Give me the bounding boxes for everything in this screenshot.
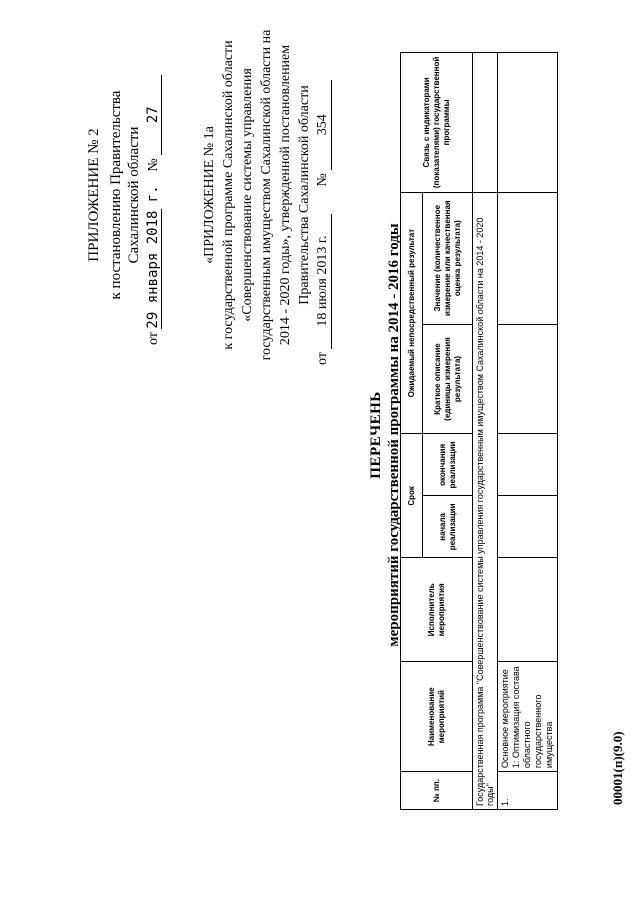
- appendix1a-date-line: [315, 80, 332, 365]
- row1-description: [498, 324, 558, 434]
- header-result-description: Краткое описание (единицы измерения результата): [423, 324, 473, 434]
- appendix2-line1: к постановлению Правительства: [108, 90, 124, 300]
- row1-value: [498, 192, 558, 324]
- header-indicator-link: Связь с индикаторами (показателями) государственной программы: [401, 53, 473, 193]
- header-number: № пп.: [401, 772, 473, 810]
- header-start: начала реализации: [423, 496, 473, 558]
- appendix1a-from-label: от: [315, 352, 330, 365]
- appendix2-line2: Сахалинской области: [126, 126, 142, 264]
- row1-number: 1.: [498, 772, 558, 810]
- appendix2-from-label: от: [146, 332, 161, 345]
- header-result: Ожидаемый непосредственный результат: [401, 192, 423, 434]
- header-executor: Исполнитель мероприятия: [401, 558, 473, 662]
- footer-code: 00001(п)(9.0): [610, 731, 625, 805]
- row1-indicator-link: [498, 53, 558, 193]
- appendix1a-date: 18 июля 2013 г.: [315, 214, 332, 349]
- appendix2-date: 29 января 2018 г.: [145, 185, 161, 329]
- appendix2-title: ПРИЛОЖЕНИЕ № 2: [86, 128, 102, 262]
- appendix2-date-line: [145, 75, 162, 345]
- table-row: [498, 53, 558, 810]
- appendix1a-text: к государственной программе Сахалинской области «Совершенствование системы управления государственным имуществом Сахалинской области на 2014 - 2020 годы», утвержденной постановлением Правительства Сахалинской области: [221, 29, 312, 361]
- row1-executor: [498, 558, 558, 662]
- header-result-value: Значение (количественное измерение или качественная оценка результата): [423, 192, 473, 324]
- document-subtitle: мероприятий государственной программы на 2014 - 2016 годы: [386, 223, 402, 647]
- appendix2-number: 27: [145, 75, 162, 155]
- appendix1a-block: [200, 25, 314, 365]
- appendix2-number-label: №: [146, 158, 161, 172]
- program-row: Государственная программа "Совершенствование системы управления государственным имуществом Сахалинской области на 2014 - 2020 годы": [473, 192, 498, 809]
- appendix1a-title: «ПРИЛОЖЕНИЕ № 1а: [202, 126, 217, 264]
- measures-table: [400, 52, 558, 810]
- header-end: окончания реализации: [423, 434, 473, 496]
- row1-start: [498, 496, 558, 558]
- program-row-empty-cell: [473, 53, 498, 193]
- row1-end: [498, 434, 558, 496]
- document-title: ПЕРЕЧЕНЬ: [368, 391, 384, 479]
- header-name: Наименование мероприятий: [401, 662, 473, 772]
- appendix1a-number: 354: [315, 80, 332, 170]
- header-term: Срок: [401, 434, 423, 558]
- appendix1a-number-label: №: [315, 173, 330, 187]
- row1-name: Основное мероприятие 1: Оптимизация состава областного государственного имущества: [498, 662, 558, 772]
